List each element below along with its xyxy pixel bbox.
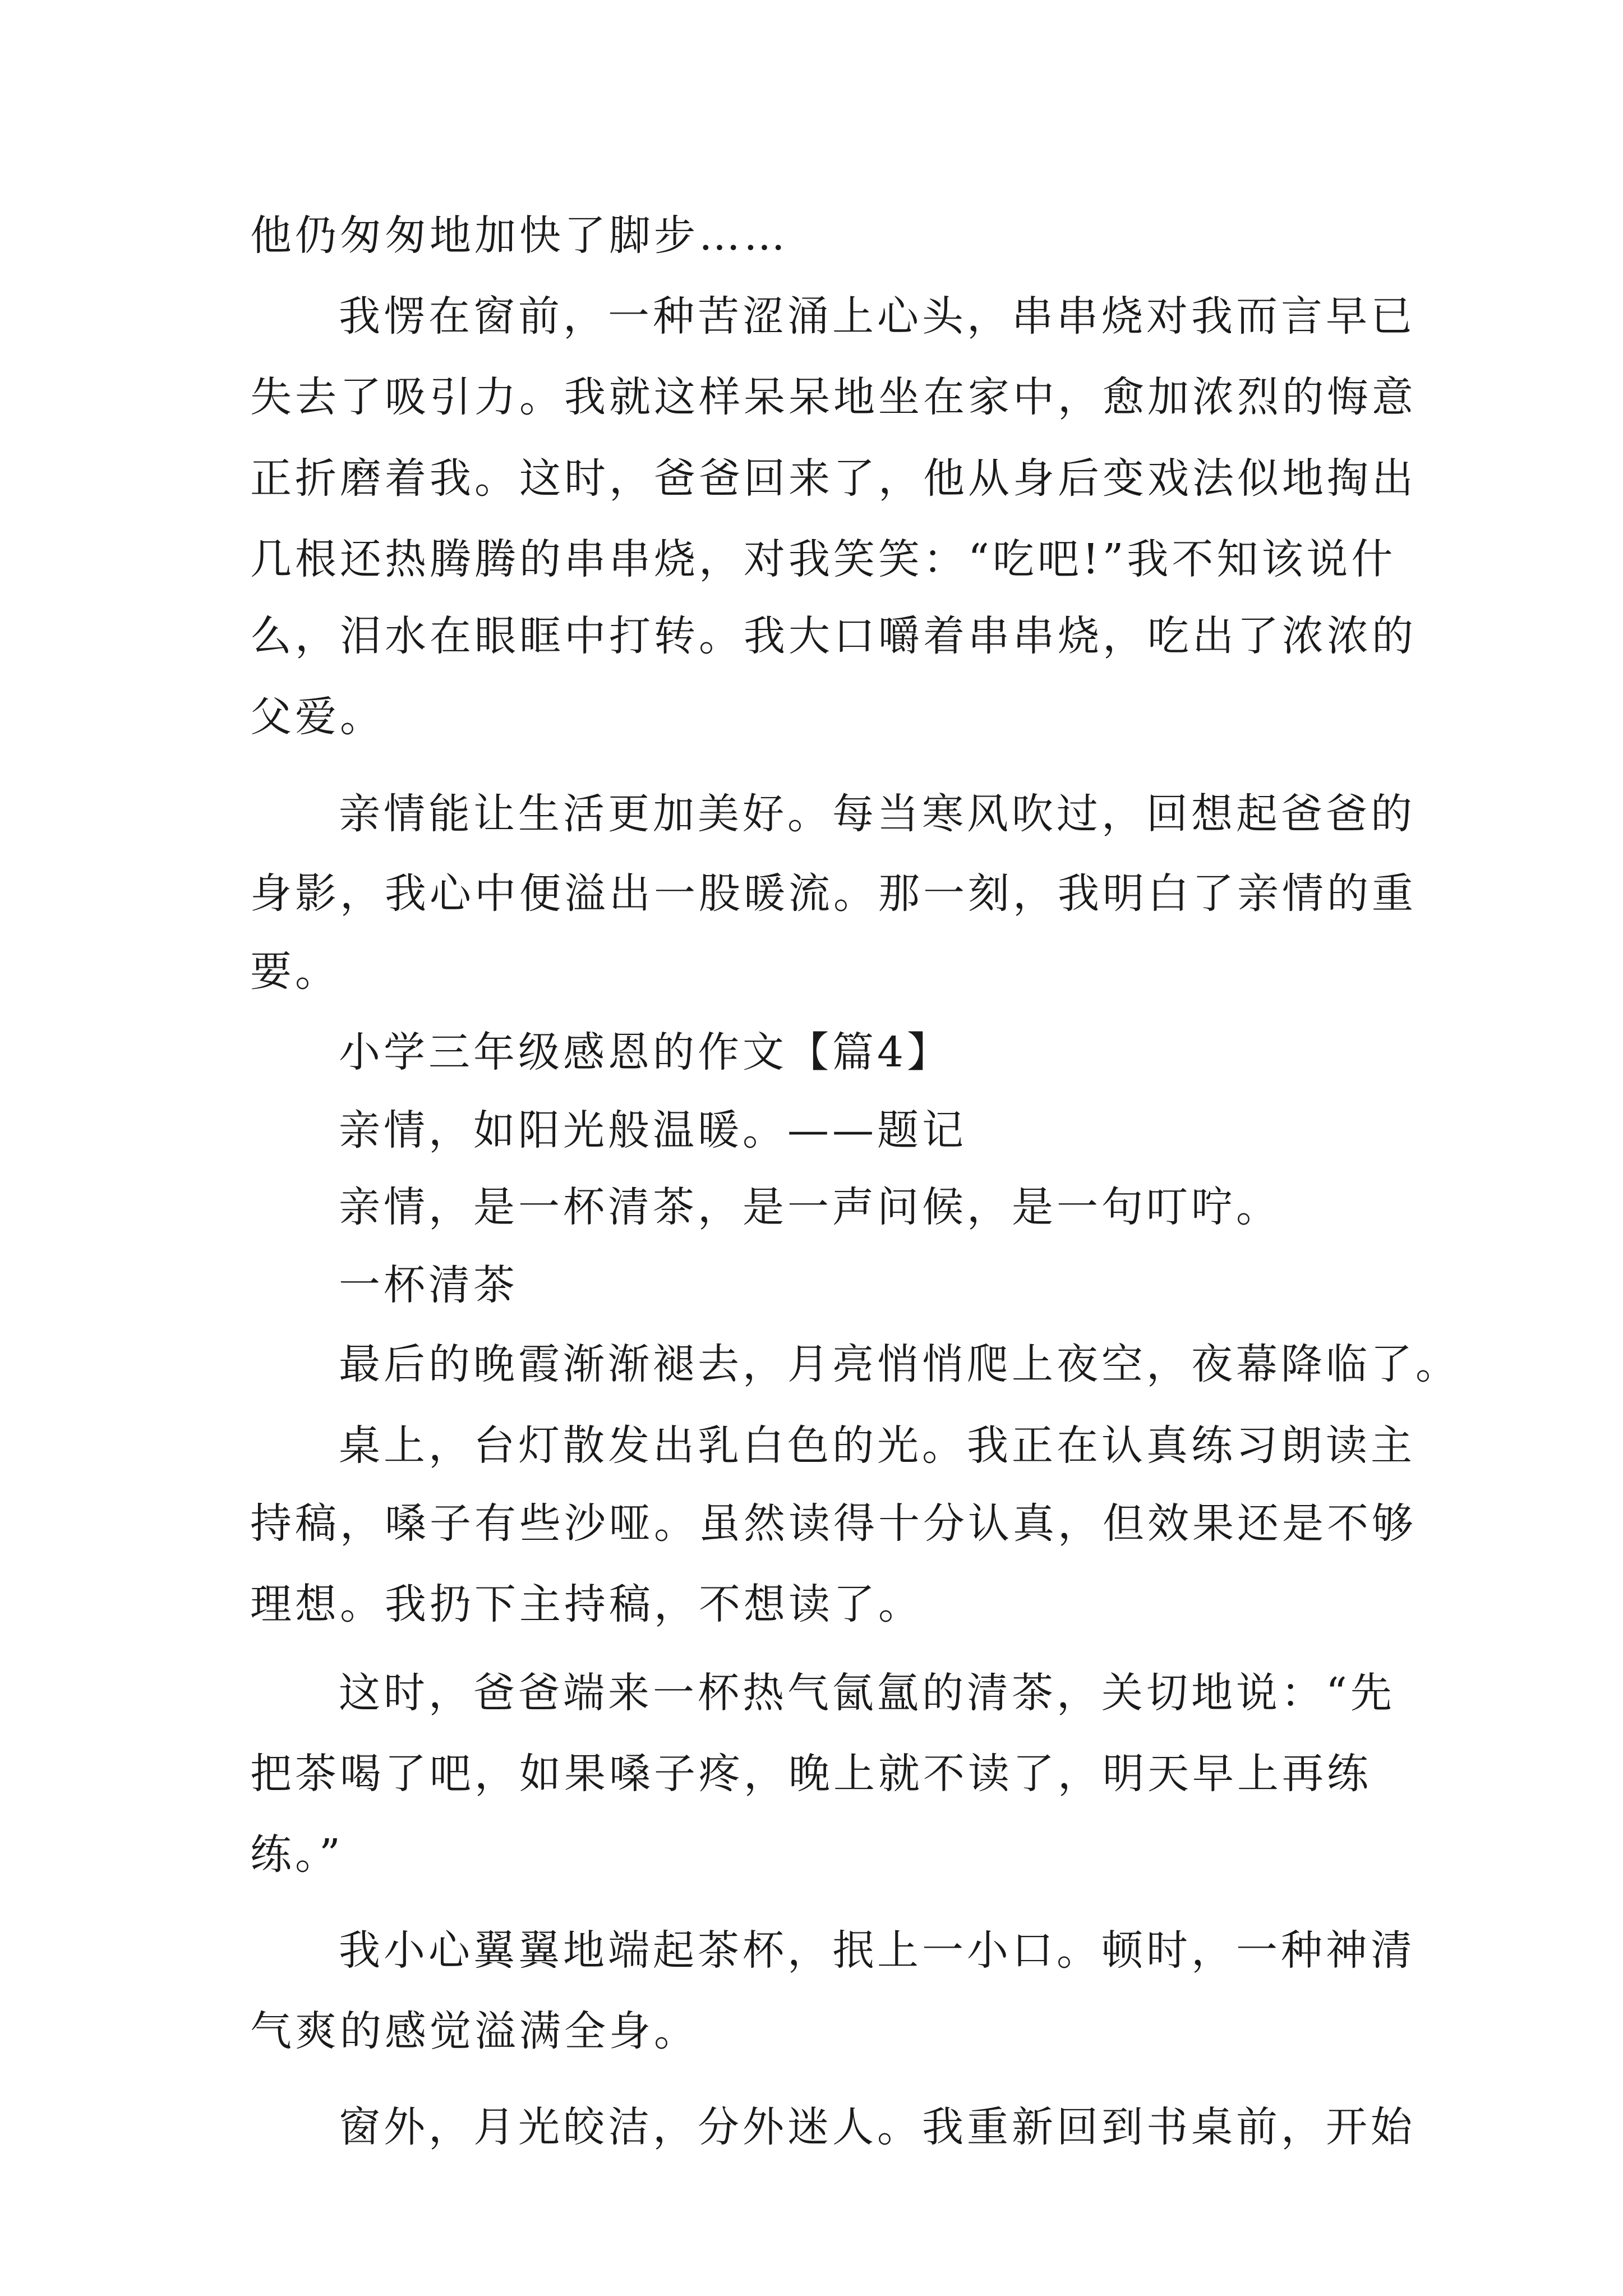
epigraph: 亲情，如阳光般温暖。——题记	[339, 1106, 967, 1154]
text-line: 身影，我心中便溢出一股暖流。那一刻，我明白了亲情的重	[250, 869, 1417, 918]
text-line: 几根还热腾腾的串串烧，对我笑笑：“吃吧!”我不知该说什	[250, 535, 1396, 583]
text-line: 亲情能让生活更加美好。每当寒风吹过，回想起爸爸的	[339, 790, 1415, 838]
subheading: 一杯清茶	[339, 1261, 518, 1309]
text-line: 失去了吸引力。我就这样呆呆地坐在家中，愈加浓烈的悔意	[250, 373, 1417, 421]
text-line: 么，泪水在眼眶中打转。我大口嚼着串串烧，吃出了浓浓的	[250, 612, 1417, 660]
text-line: 父爱。	[250, 693, 385, 741]
section-heading: 小学三年级感恩的作文【篇4】	[339, 1028, 952, 1076]
text-line: 我小心翼翼地端起茶杯，抿上一小口。顿时，一种神清	[339, 1926, 1415, 1975]
text-line: 亲情，是一杯清茶，是一声问候，是一句叮咛。	[339, 1183, 1281, 1231]
text-line: 桌上，台灯散发出乳白色的光。我正在认真练习朗读主	[339, 1421, 1415, 1470]
text-line: 这时，爸爸端来一杯热气氤氲的清茶，关切地说：“先	[339, 1669, 1395, 1717]
text-line: 他仍匆匆地加快了脚步……	[250, 211, 789, 260]
text-line: 气爽的感觉溢满全身。	[250, 2007, 699, 2055]
text-line: 理想。我扔下主持稿，不想读了。	[250, 1580, 923, 1628]
text-line: 正折磨着我。这时，爸爸回来了，他从身后变戏法似地掏出	[250, 454, 1417, 503]
text-line: 要。	[250, 947, 340, 996]
text-line: 持稿，嗓子有些沙哑。虽然读得十分认真，但效果还是不够	[250, 1499, 1417, 1548]
text-line: 最后的晚霞渐渐褪去，月亮悄悄爬上夜空，夜幕降临了。	[339, 1340, 1460, 1388]
text-line: 我愣在窗前，一种苦涩涌上心头，串串烧对我而言早已	[339, 292, 1415, 341]
text-line: 把茶喝了吧，如果嗓子疼，晚上就不读了，明天早上再练	[250, 1750, 1372, 1798]
text-line: 窗外，月光皎洁，分外迷人。我重新回到书桌前，开始	[339, 2103, 1415, 2151]
text-line: 练。”	[250, 1830, 344, 1879]
